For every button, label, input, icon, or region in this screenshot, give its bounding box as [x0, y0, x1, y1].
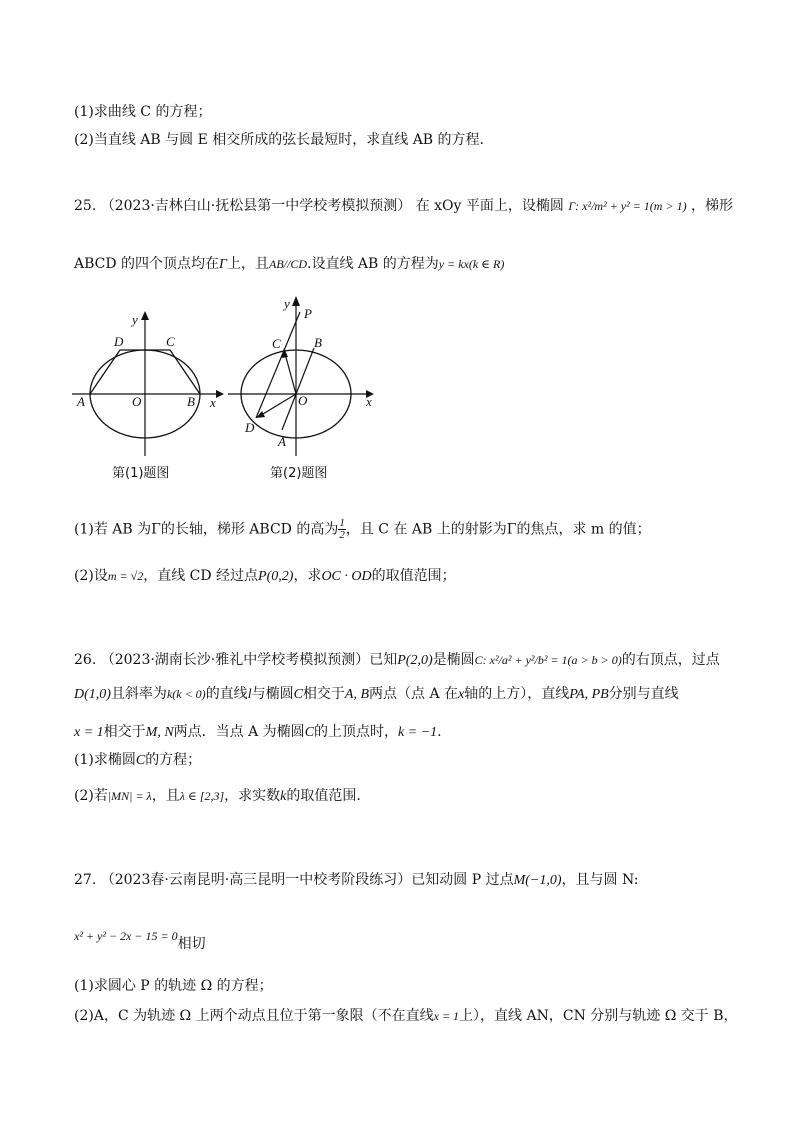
q25-dot-product: OC · OD — [321, 569, 372, 584]
q25-part1-text-a: (1)若 AB 为Γ的长轴，梯形 ABCD 的高为 — [74, 521, 339, 538]
q25-source: （2023·吉林白山·抚松县第一中学校考模拟预测） — [100, 198, 412, 214]
q26-line2-text-g: 分别与直线 — [608, 686, 679, 702]
q25-part2-text-b: ，直线 CD 经过点 — [143, 568, 259, 584]
q25-part2-text-a: (2)设 — [74, 568, 108, 584]
q26-line2-text-e: 两点（点 A 在 — [369, 686, 459, 702]
q26-line1-text-a: 已知 — [369, 652, 398, 668]
q25-part1 — [74, 518, 651, 541]
fig1-y-arrow — [141, 311, 149, 320]
q25-number: 25. — [74, 198, 97, 214]
figure-2 — [226, 292, 386, 460]
q26-k-value: k = −1 — [398, 725, 438, 740]
q27-part2-text-b: 上），直线 AN，CN 分别与轨迹 Ω 交于 B， — [459, 1008, 738, 1024]
q25-parallel-expr: AB//CD — [269, 257, 308, 271]
q25-fraction-num: 1 — [339, 517, 345, 529]
q26-line1-text-b: 是椭圆 — [432, 652, 475, 668]
q27-circle-equation: x² + y² − 2x − 15 = 0 — [74, 929, 178, 943]
q27-line-x1: x = 1 — [433, 1009, 460, 1023]
fig2-label-b: B — [314, 335, 322, 350]
q25-line2-text-a: ABCD 的四个顶点均在 — [74, 256, 220, 272]
q27-source: （2023春·云南昆明·高三昆明一中校考阶段练习） — [100, 872, 412, 888]
q26-ellipse-c-3: C — [135, 753, 146, 768]
q26-line1 — [74, 650, 720, 671]
fig2-arrow-c — [281, 348, 288, 358]
q26-line2-text-f: 轴的上方），直线 — [464, 686, 570, 702]
fig2-label-a: A — [278, 434, 286, 449]
q26-part1 — [74, 750, 201, 771]
q25-line2 — [74, 254, 504, 275]
fig1-label-o: O — [132, 394, 142, 409]
q27-line2-tail: 相切 — [177, 936, 206, 952]
fig2-label-y: y — [284, 296, 290, 311]
q25-line-equation: y = kx(k ∈ R) — [438, 257, 505, 271]
fig2-label-o: O — [298, 393, 308, 408]
q26-line3-text-b: 两点．当点 A 为椭圆 — [173, 724, 305, 740]
fig2-caption: 第(2)题图 — [270, 466, 328, 481]
q25-fraction-den: 2 — [339, 529, 345, 541]
q27-part1: (1)求圆心 P 的轨迹 Ω 的方程； — [74, 978, 273, 994]
q26-part2 — [74, 786, 361, 807]
q25-part2 — [74, 566, 456, 587]
q26-line-x1: x = 1 — [74, 725, 104, 740]
q27-line2 — [74, 926, 206, 952]
q26-mn-abs: |MN| = λ — [107, 789, 152, 803]
fig1-label-b: B — [187, 394, 195, 409]
q25-ellipse-equation: Γ: x²/m² + y² = 1(m > 1) — [568, 199, 687, 213]
fig2-vector-od — [258, 394, 296, 417]
q25-gamma: Γ — [219, 257, 228, 272]
q26-line3-text-a: 相交于 — [103, 724, 146, 740]
q26-part1-text-a: (1)求椭圆 — [74, 752, 136, 768]
q24-part2: (2)当直线 AB 与圆 E 相交所成的弦长最短时，求直线 AB 的方程. — [74, 132, 484, 148]
q26-number: 26. — [74, 652, 97, 668]
q27-line1-text-b: ，且与圆 N: — [561, 872, 639, 888]
q26-line-l: l — [247, 687, 252, 702]
q26-line3-text-c: 的上顶点时， — [314, 724, 399, 740]
fig1-label-y: y — [132, 312, 138, 327]
q26-part2-text-b: ，且 — [151, 788, 180, 804]
fig1-label-d: D — [114, 334, 124, 349]
fig2-y-arrow — [292, 296, 300, 306]
q26-points-mn: M, N — [145, 725, 174, 740]
fig1-caption: 第(1)题图 — [112, 466, 170, 481]
q26-part2-text-c: ，求实数 — [224, 788, 281, 804]
q26-k-condition: k(k < 0) — [166, 687, 206, 701]
fig2-label-d: D — [245, 420, 255, 435]
fig1-x-arrow — [216, 390, 224, 398]
fig1-label-c: C — [166, 334, 175, 349]
q27-part2 — [74, 1006, 738, 1026]
q27-line1 — [74, 870, 638, 891]
q26-point-d: D(1,0) — [74, 687, 111, 702]
q26-line1-text-c: 的右顶点，过点 — [621, 652, 720, 668]
q27-point-m: M(−1,0) — [513, 873, 562, 888]
q26-source: （2023·湖南长沙·雅礼中学校考模拟预测） — [100, 652, 370, 668]
q25-intro: 在 xOy 平面上，设椭圆 — [415, 198, 564, 214]
figure-1 — [70, 308, 230, 458]
q26-line2-text-c: 与椭圆 — [251, 686, 294, 702]
q25-m-value: m = √2 — [107, 569, 144, 583]
q26-ellipse-c-2: C — [304, 725, 315, 740]
q25-intro-tail: ，梯形 — [691, 198, 734, 214]
q26-line2-text-d: 相交于 — [302, 686, 345, 702]
q24-part1: (1)求曲线 C 的方程； — [74, 104, 212, 120]
q26-ellipse-equation: C: x²/a² + y²/b² = 1(a > b > 0) — [474, 653, 622, 667]
q25-line2-text-b: 上，且 — [227, 256, 270, 272]
q25-line2-text-c: .设直线 AB 的方程为 — [307, 256, 439, 272]
fig2-label-x: x — [366, 394, 372, 409]
q26-line3-text-d: . — [437, 724, 442, 740]
q26-part2-text-a: (2)若 — [74, 788, 108, 804]
q26-part1-text-b: 的方程； — [145, 752, 202, 768]
q27-line1-text-a: 已知动圆 P 过点 — [411, 872, 514, 888]
q25-part1-text-b: ，且 C 在 AB 上的射影为Γ的焦点，求 m 的值； — [345, 521, 651, 538]
fig1-label-x: x — [210, 395, 216, 410]
q26-ellipse-c: C — [293, 687, 303, 702]
q25-part2-text-c: ，求 — [293, 568, 322, 584]
q26-line3 — [74, 722, 442, 743]
fig1-label-a: A — [77, 394, 85, 409]
q26-x-axis-var: x — [458, 687, 465, 702]
q25-line1 — [74, 196, 733, 216]
q26-part2-text-d: 的取值范围. — [286, 788, 361, 804]
q25-part2-text-d: 的取值范围； — [371, 568, 456, 584]
fig2-label-c: C — [272, 336, 281, 351]
q26-line2-text-b: 的直线 — [205, 686, 248, 702]
q26-lambda-range: λ ∈ [2,3] — [179, 789, 225, 803]
q27-number: 27. — [74, 872, 97, 888]
q25-fraction-half — [338, 518, 346, 541]
q26-lines-pa-pb: PA, PB — [569, 687, 609, 702]
q25-point-p: P(0,2) — [258, 569, 294, 584]
q26-k: k — [280, 789, 287, 804]
q26-line2-text-a: 且斜率为 — [110, 686, 167, 702]
q27-part2-text-a: (2)A，C 为轨迹 Ω 上两个动点且位于第一象限（不在直线 — [74, 1008, 434, 1024]
fig2-label-p: P — [304, 306, 312, 321]
q26-points-ab: A, B — [344, 687, 370, 702]
q26-point-p: P(2,0) — [397, 653, 433, 668]
q26-line2 — [74, 684, 679, 705]
